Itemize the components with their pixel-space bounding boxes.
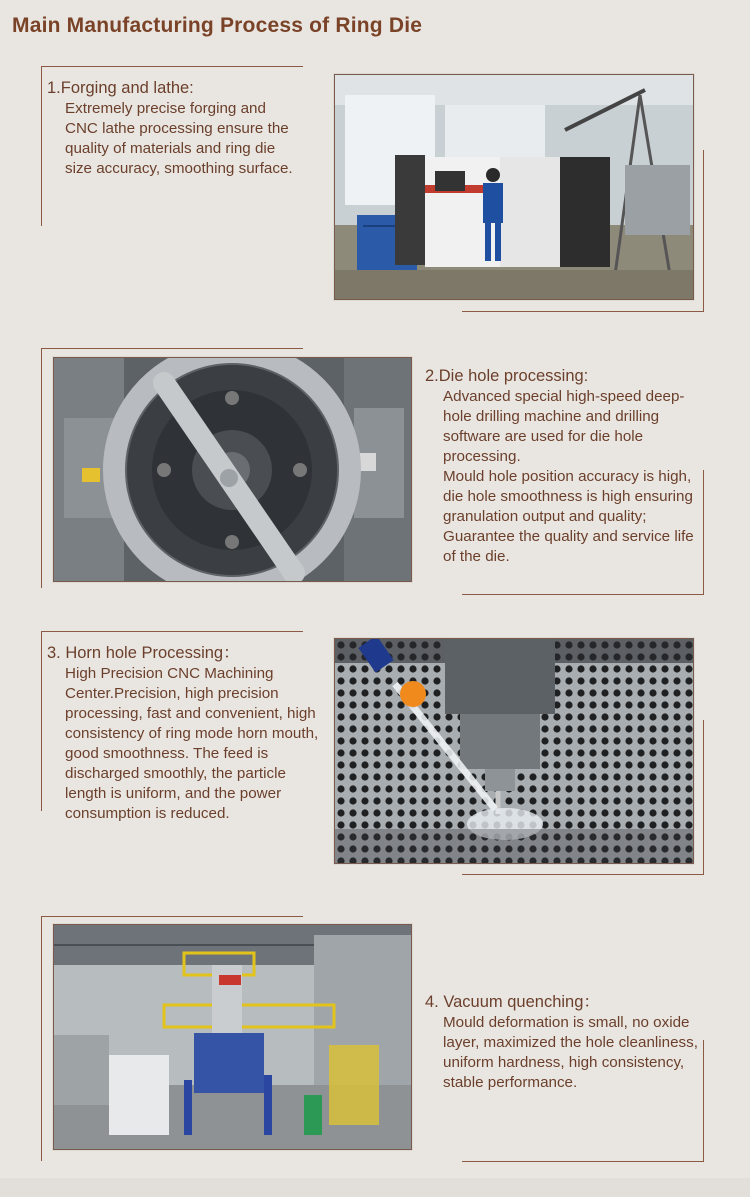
horn-hole-machining-photo <box>334 638 694 864</box>
section-heading: 3. Horn hole Processing： <box>47 644 240 662</box>
bottom-band <box>0 1178 750 1197</box>
frame-line-right <box>703 150 704 312</box>
section-body <box>47 664 330 824</box>
frame-line-bottom <box>462 874 704 875</box>
section-text <box>425 992 710 1093</box>
frame-line-bottom <box>462 311 704 312</box>
section-paragraph: Guarantee the quality and service life of the die. <box>443 528 694 565</box>
section-paragraph: Mould hole position accuracy is high, die hole smoothness is high ensuring granulation output and quality; <box>443 468 693 525</box>
cnc-lathe-workshop-photo <box>334 74 694 300</box>
section-text <box>47 78 297 179</box>
frame-line-left <box>41 631 42 811</box>
frame-line-top <box>41 916 303 917</box>
frame-line-left <box>41 66 42 226</box>
section-paragraph: Extremely precise forging and CNC lathe processing ensure the quality of materials and ring die size accuracy, smoothing surface. <box>65 100 293 177</box>
section-text <box>47 643 330 824</box>
frame-line-left <box>41 916 42 1161</box>
deep-hole-drilling-machine-photo <box>53 357 412 582</box>
section-heading: 2.Die hole processing: <box>425 367 589 385</box>
section-paragraph: Advanced special high-speed deep-hole drilling machine and drilling software are used for die hole processing. <box>443 388 685 465</box>
section-heading: 1.Forging and lathe: <box>47 79 194 97</box>
frame-line-top <box>41 348 303 349</box>
frame-line-top <box>41 66 303 67</box>
frame-line-right <box>703 720 704 875</box>
section-paragraph: High Precision CNC Machining Center.Precision, high precision processing, fast and convenient, high consistency of ring mode horn mouth, good smoothness. The feed is discharged smoothly, the particle length is uniform, and the power consumption is reduced. <box>65 665 319 822</box>
section-body <box>425 387 710 567</box>
frame-line-left <box>41 348 42 588</box>
vacuum-quenching-furnace-photo <box>53 924 412 1150</box>
section-text <box>425 366 710 567</box>
section-paragraph: Mould deformation is small, no oxide layer, maximized the hole cleanliness, uniform hardness, high consistency, stable performance. <box>443 1014 698 1091</box>
page-title: Main Manufacturing Process of Ring Die <box>12 14 423 37</box>
section-body <box>425 1013 710 1093</box>
section-body <box>47 99 297 179</box>
frame-line-bottom <box>462 594 704 595</box>
frame-line-bottom <box>462 1161 704 1162</box>
section-heading: 4. Vacuum quenching： <box>425 993 600 1011</box>
frame-line-top <box>41 631 303 632</box>
